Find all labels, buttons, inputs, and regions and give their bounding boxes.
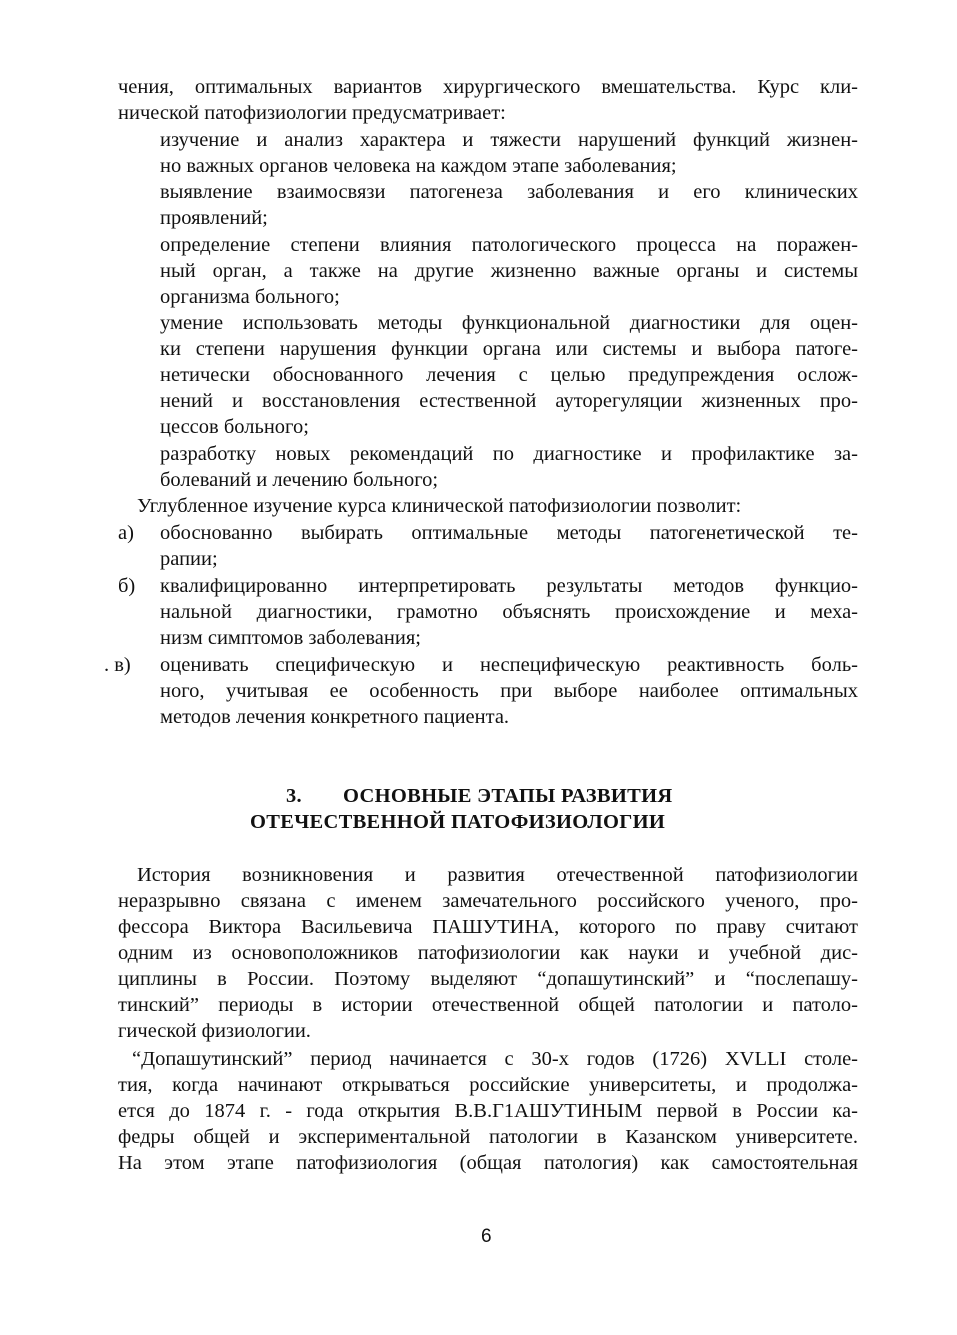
list2-lead: Углубленное изучение курса клинической патофизиологии позволит: bbox=[137, 495, 742, 517]
section-title-line2: ОТЕЧЕСТВЕННОЙ ПАТОФИЗИОЛОГИИ bbox=[250, 811, 666, 833]
list2-item-c-line2: ного, учитывая ее особенность при выборе наиболее оптимальных bbox=[160, 680, 858, 702]
list1-item2-line2: проявлений; bbox=[160, 207, 268, 229]
para1-line4: одним из основоположников патофизиологии как науки и учебной дис- bbox=[118, 942, 858, 964]
list1-item3-line2: ный орган, а также на другие жизненно важные органы и системы bbox=[160, 260, 858, 282]
list1-item2-line1: выявление взаимосвязи патогенеза заболевания и его клинических bbox=[160, 181, 858, 203]
list1-item4-line3: нетически обоснованного лечения с целью предупреждения ослож- bbox=[160, 364, 858, 386]
para1-line6: тинский” периоды в истории отечественной общей патологии и патоло- bbox=[118, 994, 858, 1016]
list2-item-b-marker: б) bbox=[118, 575, 136, 597]
para2-line1: “Допашутинский” период начинается с 30-х годов (1726) XVLLI столе- bbox=[132, 1048, 858, 1070]
para2-line5: На этом этапе патофизиология (общая патология) как самостоятельная bbox=[118, 1152, 858, 1174]
list2-item-a-marker: а) bbox=[118, 522, 134, 544]
list1-item3-line3: организма больного; bbox=[160, 286, 340, 308]
list2-item-b-line1: квалифицированно интерпретировать результаты методов функцио- bbox=[160, 575, 858, 597]
list1-item5-line2: болеваний и лечению больного; bbox=[160, 469, 439, 491]
section-number: 3. bbox=[286, 785, 302, 807]
list1-item4-line1: умение использовать методы функциональной диагностики для оцен- bbox=[160, 312, 858, 334]
list2-item-c-marker: . в) bbox=[104, 654, 131, 676]
list1-item4-line2: ки степени нарушения функции органа или системы и выбора патоге- bbox=[160, 338, 858, 360]
list2-item-c-line3: методов лечения конкретного пациента. bbox=[160, 706, 510, 728]
list2-item-b-line3: низм симптомов заболевания; bbox=[160, 627, 421, 649]
para2-line4: федры общей и экспериментальной патологии в Казанском университете. bbox=[118, 1126, 858, 1148]
list1-item4-line4: нений и восстановления естественной ауторегуляции жизненных про- bbox=[160, 390, 858, 412]
list2-item-c-line1: оценивать специфическую и неспецифическую реактивность боль- bbox=[160, 654, 858, 676]
list2-item-a-line1: обоснованно выбирать оптимальные методы патогенетической те- bbox=[160, 522, 858, 544]
para1-line7: гической физиологии. bbox=[118, 1020, 311, 1042]
list1-item4-line5: цессов больного; bbox=[160, 416, 309, 438]
para1-line1: История возникновения и развития отечественной патофизиологии bbox=[137, 864, 858, 886]
list1-item5-line1: разработку новых рекомендаций по диагностике и профилактике за- bbox=[160, 443, 858, 465]
para2-line2: тия, когда начинают открываться российские университеты, и продолжа- bbox=[118, 1074, 858, 1096]
section-title-line1: ОСНОВНЫЕ ЭТАПЫ РАЗВИТИЯ bbox=[343, 785, 673, 807]
page-number: 6 bbox=[481, 1226, 492, 1247]
list1-item1-line1: изучение и анализ характера и тяжести нарушений функций жизнен- bbox=[160, 129, 858, 151]
list1-item1-line2: но важных органов человека на каждом этапе заболевания; bbox=[160, 155, 677, 177]
intro-line-2: нической патофизиологии предусматривает: bbox=[118, 102, 506, 124]
list1-item3-line1: определение степени влияния патологического процесса на поражен- bbox=[160, 234, 858, 256]
list2-item-b-line2: нальной диагностики, грамотно объяснять происхождение и меха- bbox=[160, 601, 858, 623]
para2-line3: ется до 1874 г. - года открытия В.В.Г1АШУТИНЫМ первой в России ка- bbox=[118, 1100, 858, 1122]
intro-line-1: чения, оптимальных вариантов хирургического вмешательства. Курс кли- bbox=[118, 76, 858, 98]
list2-item-a-line2: рапии; bbox=[160, 548, 218, 570]
para1-line2: неразрывно связана с именем замечательного российского ученого, про- bbox=[118, 890, 858, 912]
para1-line5: циплины в России. Поэтому выделяют “допашутинский” и “послепашу- bbox=[118, 968, 858, 990]
para1-line3: фессора Виктора Васильевича ПАШУТИНА, которого по праву считают bbox=[118, 916, 858, 938]
